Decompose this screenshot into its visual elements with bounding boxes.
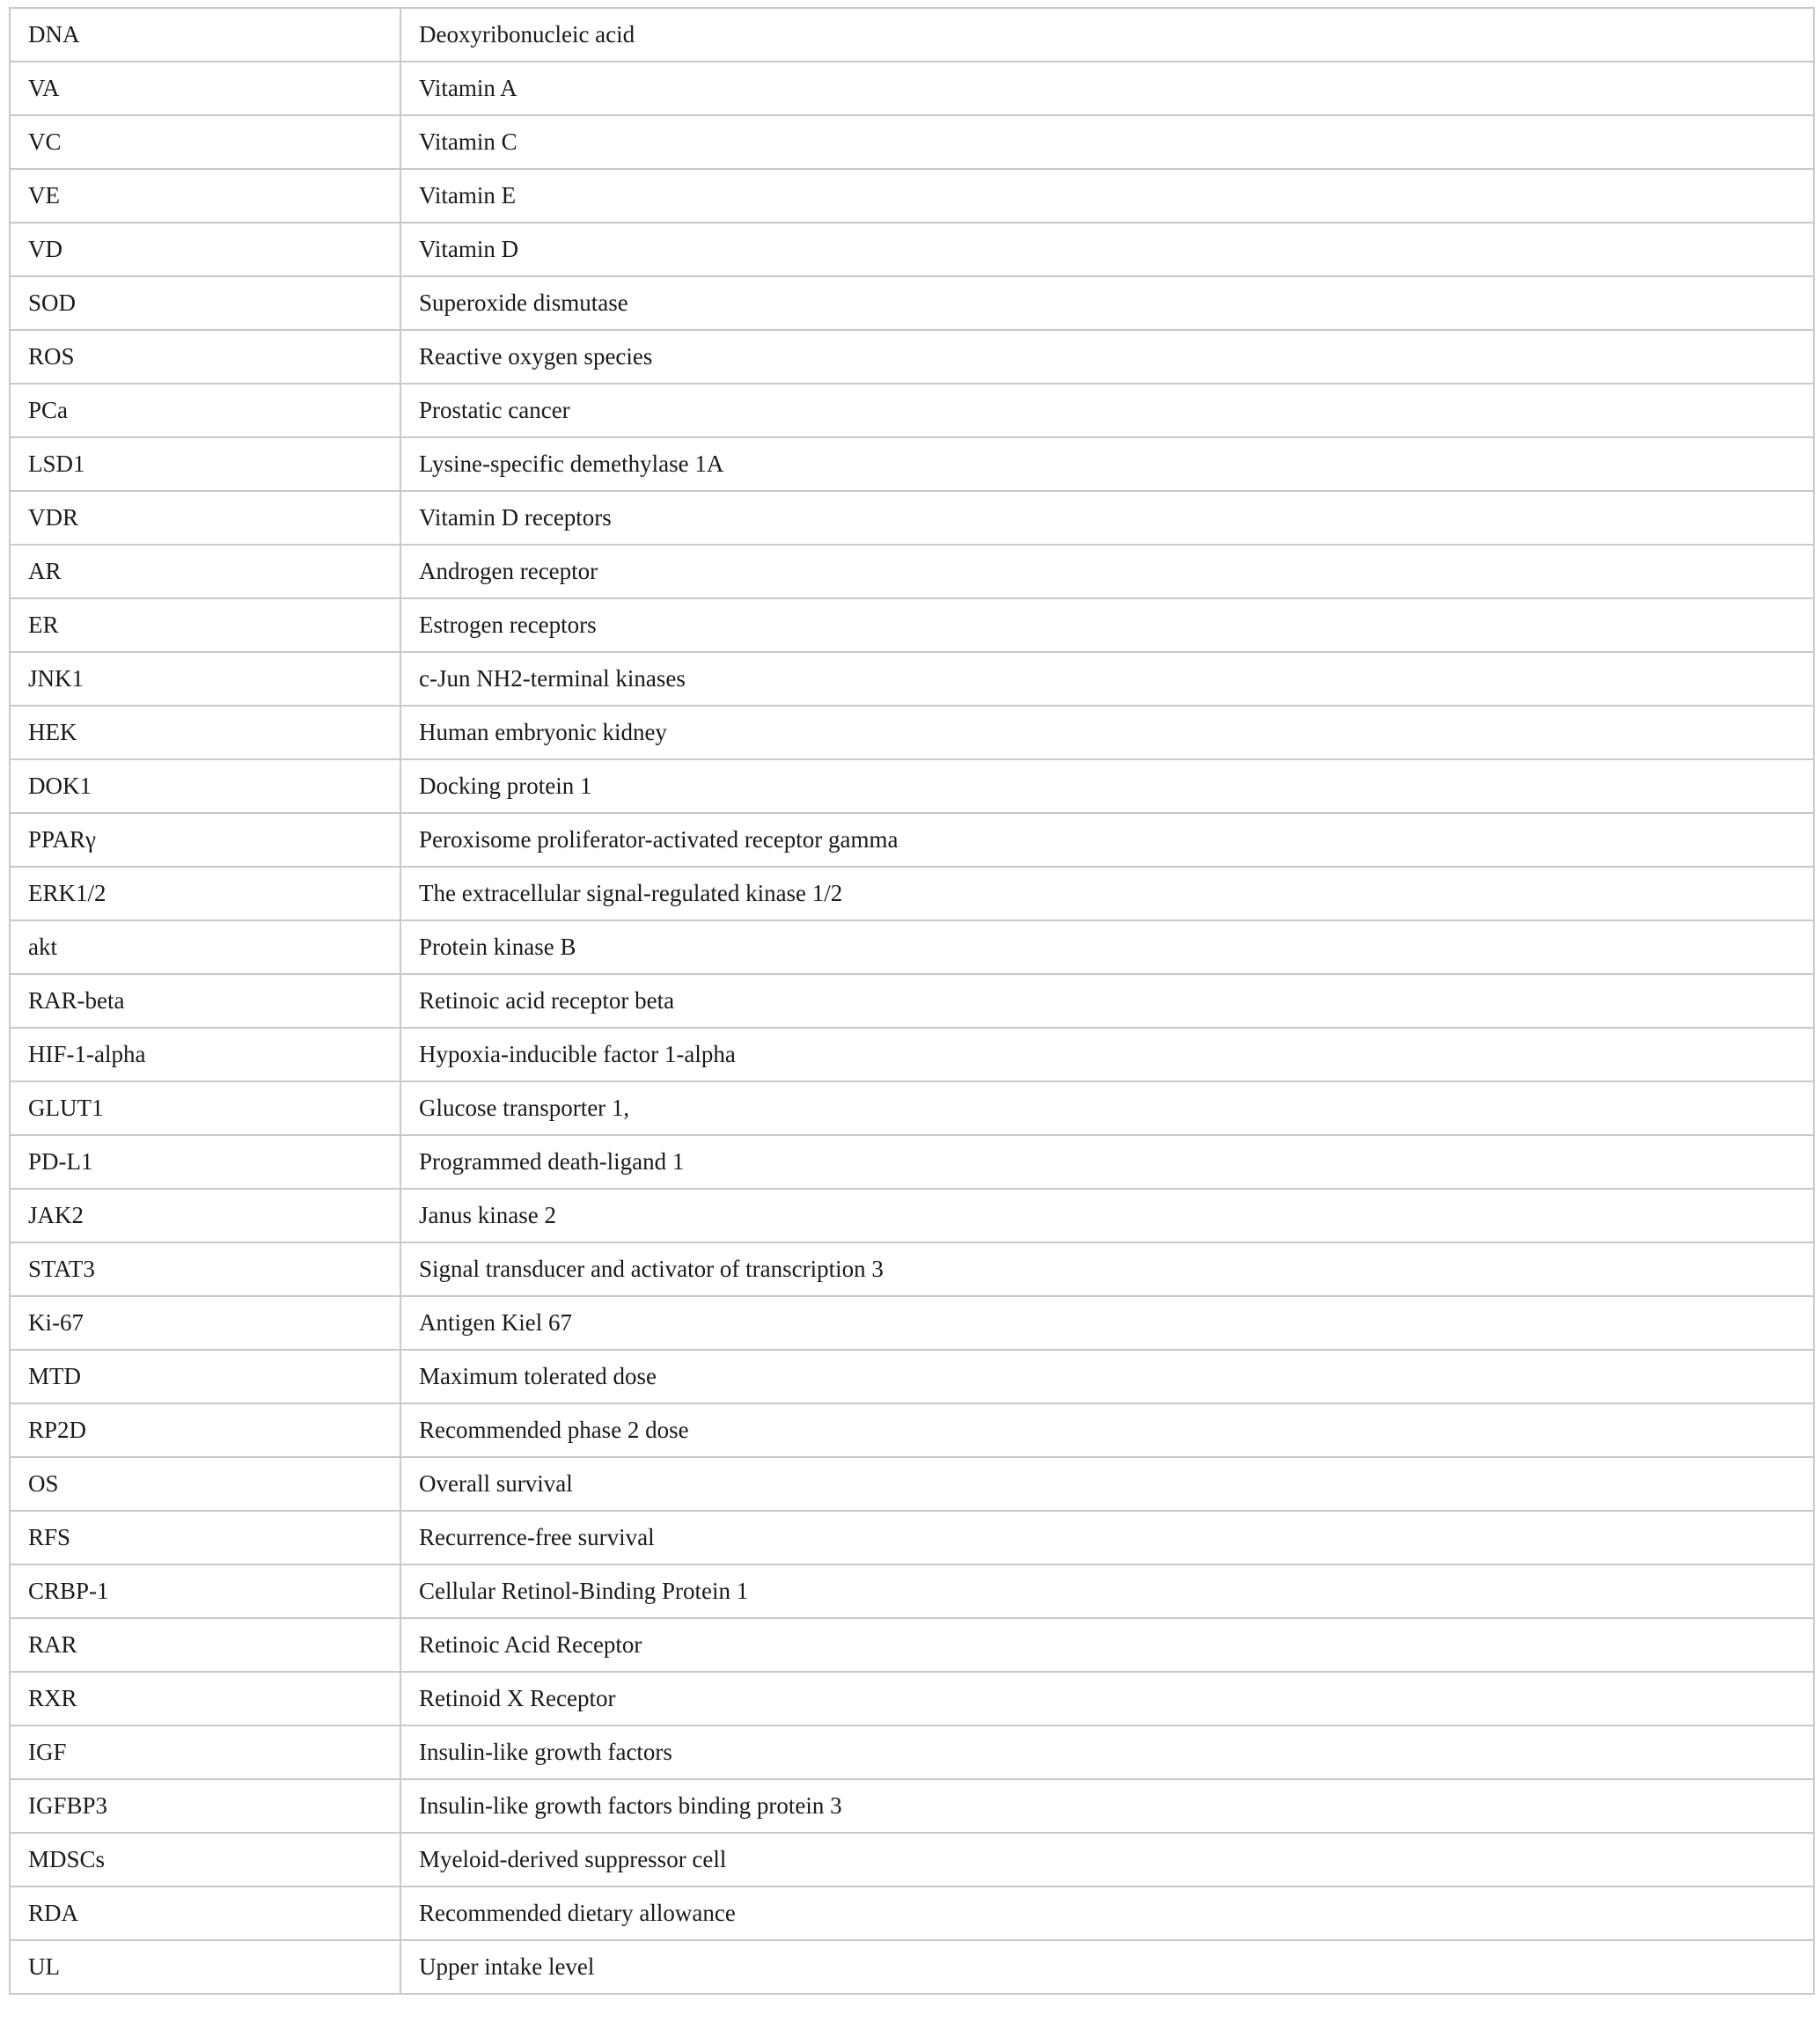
- definition-cell: Protein kinase B: [400, 920, 1814, 974]
- abbreviation-cell: VD: [10, 223, 400, 276]
- abbreviation-cell: VDR: [10, 491, 400, 545]
- table-row: [10, 1028, 1814, 1081]
- abbreviation-cell: IGFBP3: [10, 1779, 400, 1833]
- table-row: [10, 1350, 1814, 1403]
- definition-cell: Deoxyribonucleic acid: [400, 8, 1814, 62]
- definition-cell: Insulin-like growth factors binding protein 3: [400, 1779, 1814, 1833]
- definition-cell: Antigen Kiel 67: [400, 1296, 1814, 1350]
- definition-cell: Lysine-specific demethylase 1A: [400, 437, 1814, 491]
- abbreviation-cell: IGF: [10, 1725, 400, 1779]
- table-row: [10, 276, 1814, 330]
- definition-cell: Human embryonic kidney: [400, 706, 1814, 759]
- abbreviation-cell: PCa: [10, 384, 400, 437]
- definition-cell: c-Jun NH2-terminal kinases: [400, 652, 1814, 706]
- definition-cell: Recurrence-free survival: [400, 1511, 1814, 1564]
- table-row: [10, 1135, 1814, 1189]
- table-row: [10, 1081, 1814, 1135]
- abbreviation-cell: akt: [10, 920, 400, 974]
- abbreviation-cell: Ki-67: [10, 1296, 400, 1350]
- abbreviation-cell: MTD: [10, 1350, 400, 1403]
- table-row: [10, 1833, 1814, 1886]
- definition-cell: Vitamin D receptors: [400, 491, 1814, 545]
- abbreviation-cell: OS: [10, 1457, 400, 1511]
- table-row: [10, 545, 1814, 598]
- abbreviation-cell: JAK2: [10, 1189, 400, 1242]
- definition-cell: Estrogen receptors: [400, 598, 1814, 652]
- table-row: [10, 1457, 1814, 1511]
- table-row: [10, 223, 1814, 276]
- abbreviation-cell: LSD1: [10, 437, 400, 491]
- definition-cell: Upper intake level: [400, 1940, 1814, 1994]
- abbreviation-cell: RFS: [10, 1511, 400, 1564]
- table-row: [10, 1672, 1814, 1725]
- definition-cell: Peroxisome proliferator-activated receptor gamma: [400, 813, 1814, 867]
- table-row: [10, 652, 1814, 706]
- table-row: [10, 1189, 1814, 1242]
- definition-cell: Androgen receptor: [400, 545, 1814, 598]
- definition-cell: Vitamin D: [400, 223, 1814, 276]
- abbreviation-cell: RP2D: [10, 1403, 400, 1457]
- table-row: [10, 115, 1814, 169]
- table-row: [10, 1564, 1814, 1618]
- table-row: [10, 1725, 1814, 1779]
- abbreviation-cell: RDA: [10, 1886, 400, 1940]
- definition-cell: Retinoic acid receptor beta: [400, 974, 1814, 1028]
- abbreviation-cell: RXR: [10, 1672, 400, 1725]
- table-row: [10, 1618, 1814, 1672]
- table-row: [10, 974, 1814, 1028]
- abbreviation-cell: VA: [10, 62, 400, 115]
- definition-cell: Vitamin C: [400, 115, 1814, 169]
- table-row: [10, 706, 1814, 759]
- table-row: [10, 1511, 1814, 1564]
- definition-cell: Overall survival: [400, 1457, 1814, 1511]
- table-row: [10, 1779, 1814, 1833]
- definition-cell: Retinoic Acid Receptor: [400, 1618, 1814, 1672]
- table-row: [10, 8, 1814, 62]
- table-row: [10, 1242, 1814, 1296]
- definition-cell: Prostatic cancer: [400, 384, 1814, 437]
- table-row: [10, 169, 1814, 223]
- abbreviation-cell: VC: [10, 115, 400, 169]
- table-row: [10, 867, 1814, 920]
- abbreviation-cell: ER: [10, 598, 400, 652]
- definition-cell: Vitamin A: [400, 62, 1814, 115]
- table-row: [10, 1403, 1814, 1457]
- definition-cell: The extracellular signal-regulated kinase 1/2: [400, 867, 1814, 920]
- definition-cell: Insulin-like growth factors: [400, 1725, 1814, 1779]
- definition-cell: Reactive oxygen species: [400, 330, 1814, 384]
- definition-cell: Maximum tolerated dose: [400, 1350, 1814, 1403]
- definition-cell: Signal transducer and activator of transcription 3: [400, 1242, 1814, 1296]
- abbreviation-cell: JNK1: [10, 652, 400, 706]
- abbreviations-table-body: [10, 8, 1814, 1994]
- abbreviation-cell: HEK: [10, 706, 400, 759]
- abbreviation-cell: DNA: [10, 8, 400, 62]
- definition-cell: Hypoxia-inducible factor 1-alpha: [400, 1028, 1814, 1081]
- abbreviations-table: [9, 7, 1815, 1995]
- definition-cell: Janus kinase 2: [400, 1189, 1814, 1242]
- definition-cell: Retinoid X Receptor: [400, 1672, 1814, 1725]
- abbreviation-cell: PPARγ: [10, 813, 400, 867]
- abbreviation-cell: CRBP-1: [10, 1564, 400, 1618]
- abbreviation-cell: GLUT1: [10, 1081, 400, 1135]
- abbreviation-cell: ERK1/2: [10, 867, 400, 920]
- table-row: [10, 1886, 1814, 1940]
- abbreviation-cell: HIF-1-alpha: [10, 1028, 400, 1081]
- abbreviation-cell: PD-L1: [10, 1135, 400, 1189]
- abbreviation-cell: ROS: [10, 330, 400, 384]
- table-row: [10, 491, 1814, 545]
- abbreviation-cell: DOK1: [10, 759, 400, 813]
- abbreviation-cell: RAR: [10, 1618, 400, 1672]
- table-row: [10, 384, 1814, 437]
- definition-cell: Docking protein 1: [400, 759, 1814, 813]
- definition-cell: Cellular Retinol-Binding Protein 1: [400, 1564, 1814, 1618]
- definition-cell: Superoxide dismutase: [400, 276, 1814, 330]
- table-row: [10, 759, 1814, 813]
- definition-cell: Recommended dietary allowance: [400, 1886, 1814, 1940]
- abbreviation-cell: RAR-beta: [10, 974, 400, 1028]
- definition-cell: Vitamin E: [400, 169, 1814, 223]
- abbreviation-cell: SOD: [10, 276, 400, 330]
- table-row: [10, 1940, 1814, 1994]
- table-row: [10, 62, 1814, 115]
- table-row: [10, 813, 1814, 867]
- definition-cell: Myeloid-derived suppressor cell: [400, 1833, 1814, 1886]
- definition-cell: Programmed death-ligand 1: [400, 1135, 1814, 1189]
- abbreviation-cell: UL: [10, 1940, 400, 1994]
- table-row: [10, 920, 1814, 974]
- definition-cell: Glucose transporter 1,: [400, 1081, 1814, 1135]
- abbreviation-cell: AR: [10, 545, 400, 598]
- table-row: [10, 1296, 1814, 1350]
- abbreviation-cell: STAT3: [10, 1242, 400, 1296]
- abbreviation-cell: VE: [10, 169, 400, 223]
- table-row: [10, 437, 1814, 491]
- definition-cell: Recommended phase 2 dose: [400, 1403, 1814, 1457]
- table-row: [10, 598, 1814, 652]
- table-row: [10, 330, 1814, 384]
- abbreviation-cell: MDSCs: [10, 1833, 400, 1886]
